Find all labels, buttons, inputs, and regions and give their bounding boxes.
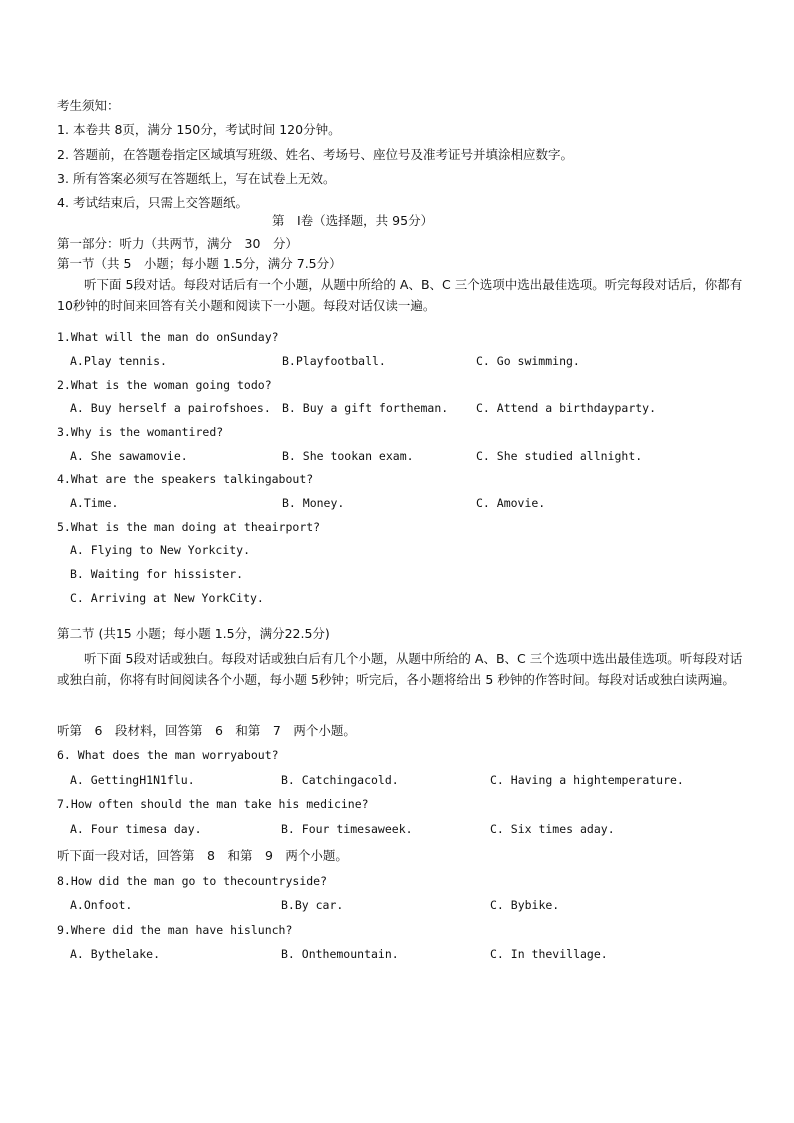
question-9: 9.Where did the man have hislunch? [57, 923, 293, 937]
group-instruction: 听下面一段对话，回答第 8 和第 9 两个小题。 [57, 848, 348, 863]
section1-title: 第一节（共 5 小题；每小题 1.5分，满分 7.5分） [57, 256, 342, 271]
option-b: B. Waiting for hissister. [70, 567, 244, 581]
option-b: B.Playfootball. [282, 354, 386, 368]
group-instruction: 听第 6 段材料，回答第 6 和第 7 两个小题。 [57, 723, 356, 738]
option-c: C. Having a hightemperature. [490, 773, 684, 787]
option-b: B. She tookan exam. [282, 449, 414, 463]
option-a: A.Time. [70, 496, 119, 510]
question-8: 8.How did the man go to thecountryside? [57, 874, 328, 888]
question-6: 6. What does the man worryabout? [57, 748, 279, 762]
option-b: B. Money. [282, 496, 345, 510]
option-a: A. She sawamovie. [70, 449, 188, 463]
question-4: 4.What are the speakers talkingabout? [57, 472, 314, 486]
option-a: A.Onfoot. [70, 898, 133, 912]
option-a: A. GettingH1N1flu. [70, 773, 195, 787]
notice-item-number: 3. [57, 171, 69, 186]
question-2: 2.What is the woman going todo? [57, 378, 272, 392]
notice-item [57, 122, 341, 138]
option-c: C. Bybike. [490, 898, 560, 912]
option-b: B.By car. [281, 898, 344, 912]
section2-title: 第二节 (共15 小题；每小题 1.5分，满分22.5分) [57, 626, 330, 641]
question-1: 1.What will the man do onSunday? [57, 330, 279, 344]
section2-instructions: 听下面 5段对话或独白。每段对话或独白后有几个小题，从题中所给的 A、B、C 三个选项中选出最佳选项。听每段对话或独白前，你将有时间阅读各个小题，每小题 5秒钟；听完后，各小题将给出 5 秒钟的作答时间。每段对话或独白读两遍。 [57, 651, 743, 687]
option-c: C. In thevillage. [490, 947, 608, 961]
option-a: A. Bythelake. [70, 947, 161, 961]
volume-title: 第 I卷（选择题，共 95分） [272, 213, 434, 228]
notice-item-number: 1. [57, 122, 69, 137]
notice-item-text: 考试结束后，只需上交答题纸。 [73, 195, 249, 210]
option-c: C. Amovie. [476, 496, 546, 510]
option-a: A.Play tennis. [70, 354, 167, 368]
notice-item [57, 195, 248, 211]
section1-instructions: 听下面 5段对话。每段对话后有一个小题，从题中所给的 A、B、C 三个选项中选出最佳选项。听完每段对话后，你都有 10秒钟的时间来回答有关小题和阅读下一小题。每段对话仅读一遍。 [57, 277, 743, 313]
question-5: 5.What is the man doing at theairport? [57, 520, 321, 534]
notice-item [57, 171, 336, 187]
option-b: B. Buy a gift fortheman. [282, 401, 449, 415]
option-b: B. Catchingacold. [281, 773, 399, 787]
notice-item-text: 本卷共 8页，满分 150分，考试时间 120分钟。 [73, 122, 341, 137]
option-c: C. Six times aday. [490, 822, 615, 836]
question-3: 3.Why is the womantired? [57, 425, 224, 439]
option-a: A. Buy herself a pairofshoes. [70, 401, 271, 415]
question-7: 7.How often should the man take his medicine? [57, 797, 369, 811]
notice-item [57, 147, 573, 163]
option-a: A. Four timesa day. [70, 822, 202, 836]
option-c: C. Attend a birthdayparty. [476, 401, 657, 415]
option-a: A. Flying to New Yorkcity. [70, 543, 251, 557]
notice-title: 考生须知： [57, 98, 120, 113]
part1-title: 第一部分：听力（共两节，满分 30 分） [57, 236, 298, 251]
option-b: B. Four timesaweek. [281, 822, 413, 836]
option-c: C. She studied allnight. [476, 449, 643, 463]
option-c: C. Go swimming. [476, 354, 580, 368]
notice-item-number: 4. [57, 195, 69, 210]
notice-item-text: 答题前，在答题卷指定区域填写班级、姓名、考场号、座位号及准考证号并填涂相应数字。 [73, 147, 574, 162]
notice-item-text: 所有答案必须写在答题纸上，写在试卷上无效。 [73, 171, 336, 186]
option-c: C. Arriving at New YorkCity. [70, 591, 264, 605]
option-b: B. Onthemountain. [281, 947, 399, 961]
notice-item-number: 2. [57, 147, 69, 162]
